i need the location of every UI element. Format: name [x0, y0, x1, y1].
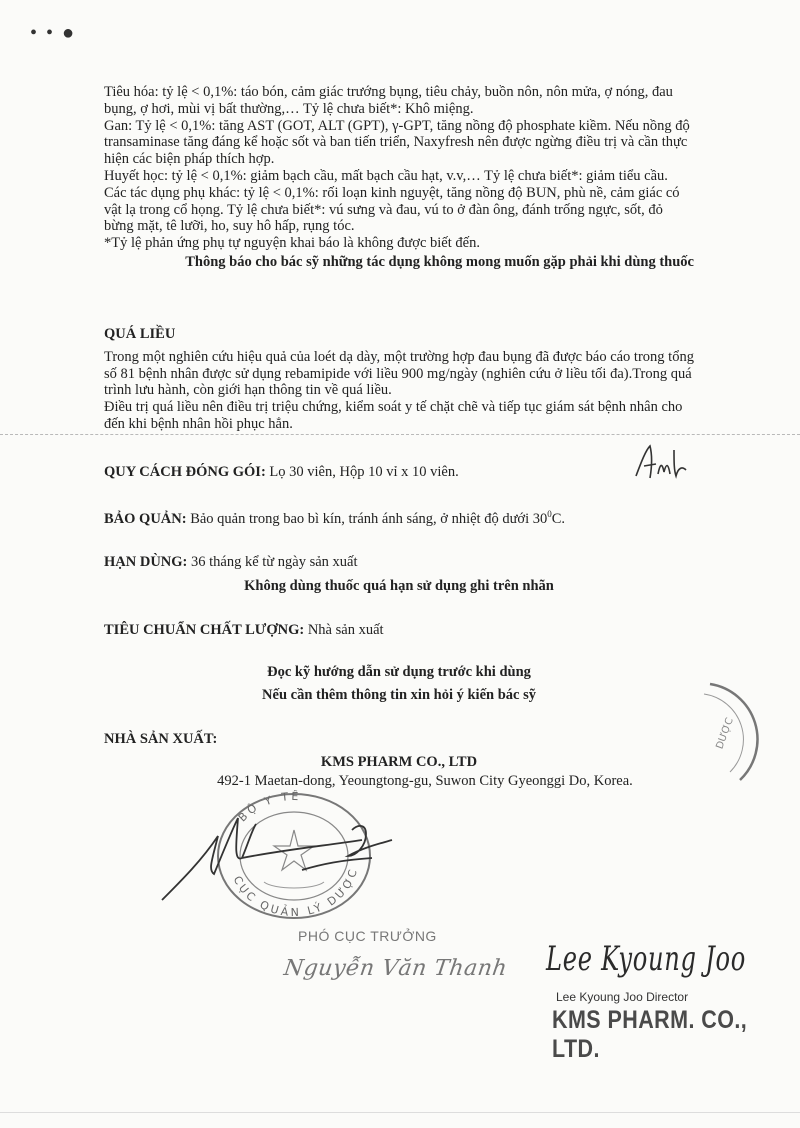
advice-line-2: Nếu cần thêm thông tin xin hỏi ý kiến bác sỹ — [262, 687, 536, 703]
seal-top-text: BỘ Y TẾ — [235, 790, 302, 825]
side-effect-blood: Huyết học: tỷ lệ < 0,1%: giảm bạch cầu, mất bạch cầu hạt, v.v,… Tỷ lệ chưa biết*: giảm tiểu cầu. — [104, 167, 668, 184]
deputy-signature — [152, 800, 412, 920]
side-effects-section — [104, 84, 694, 271]
deputy-name: Nguyễn Văn Thanh — [282, 956, 509, 981]
packaging-line — [104, 464, 694, 481]
scan-bottom-line — [0, 1112, 800, 1113]
side-effect-digestive: Tiêu hóa: tỷ lệ < 0,1%: táo bón, cảm giác trướng bụng, tiêu chảy, buồn nôn, nôn mửa, ợ nóng, đau bụng, ợ hơi, mùi vị bất thường,… Tỷ lệ chưa biết*: Khô miệng. — [104, 84, 673, 117]
expiry-line — [104, 554, 694, 571]
partial-stamp-edge — [700, 680, 760, 790]
director-signature-text: Lee Kyoung Joo — [545, 939, 746, 979]
overdose-title: QUÁ LIỀU — [104, 326, 176, 342]
quality-line — [104, 622, 694, 639]
seal-bottom-text: CỤC QUẢN LÝ DƯỢC — [230, 865, 361, 920]
advice-line-1: Đọc kỹ hướng dẫn sử dụng trước khi dùng — [267, 664, 531, 680]
scan-mark: • • ● — [30, 22, 77, 44]
overdose-paragraph-1: Trong một nghiên cứu hiệu quả của loét dạ dày, một trường hợp đau bụng đã được báo cáo trong tổng số 81 bệnh nhân được sử dụng rebamipide với liều 900 mg/ngày (nghiên cứu ở liều tối đa).Trong quá trình lưu hành, còn giới hạn thông tin về quá liều. — [104, 348, 694, 399]
side-effect-notice: Thông báo cho bác sỹ những tác dụng không mong muốn gặp phải khi dùng thuốc — [185, 253, 694, 270]
director-signature — [540, 930, 760, 992]
storage-degree: 0 — [547, 509, 552, 519]
expiry-label: HẠN DÙNG: — [104, 554, 188, 570]
side-effect-footnote: *Tỷ lệ phản ứng phụ tự nguyện khai báo là không được biết đến. — [104, 235, 480, 252]
side-effect-liver: Gan: Tỷ lệ < 0,1%: tăng AST (GOT, ALT (GPT), γ-GPT, tăng nồng độ phosphate kiềm. Nếu nồng độ transaminase tăng đáng kể hoặc sốt và ban tiến triển, Naxyfresh nên được ngừng điều trị và cần thực hiện các biện pháp thích hợp. — [104, 117, 690, 168]
deputy-title: PHÓ CỤC TRƯỞNG — [298, 928, 437, 944]
storage-line — [104, 509, 694, 528]
scan-fold-line — [0, 434, 800, 435]
storage-value: Bảo quản trong bao bì kín, tránh ánh sáng, ở nhiệt độ dưới 30 — [186, 510, 548, 527]
storage-label: BẢO QUẢN: — [104, 510, 187, 527]
director-name: Lee Kyoung Joo Director — [556, 990, 689, 1004]
quality-label: TIÊU CHUẨN CHẤT LƯỢNG: — [104, 622, 305, 638]
packaging-value: Lọ 30 viên, Hộp 10 vỉ x 10 viên. — [265, 464, 459, 480]
storage-unit: C. — [551, 510, 566, 527]
overdose-paragraph-2: Điều trị quá liều nên điều trị triệu chứng, kiểm soát y tế chặt chẽ và tiếp tục giám sát bệnh nhân cho đến khi bệnh nhân hồi phục hẳn. — [104, 399, 683, 432]
expiry-warning: Không dùng thuốc quá hạn sử dụng ghi trên nhãn — [244, 578, 554, 594]
side-effect-other: Các tác dụng phụ khác: tỷ lệ < 0,1%: rối loạn kinh nguyệt, tăng nồng độ BUN, phù nề, cảm giác có vật lạ trong cổ họng. Tỷ lệ chưa biết*: vú sưng và đau, vú to ở đàn ông, đánh trống ngực, sốt, đỏ bừng mặt, tê lưỡi, ho, suy hô hấp, rụng tóc. — [104, 184, 680, 235]
manufacturer-name: KMS PHARM CO., LTD — [320, 754, 478, 770]
quality-value: Nhà sản xuất — [304, 622, 384, 638]
expiry-value: 36 tháng kể từ ngày sản xuất — [187, 554, 358, 570]
manufacturer-address: 492-1 Maetan-dong, Yeoungtong-gu, Suwon City Gyeonggi Do, Korea. — [217, 773, 633, 789]
packaging-label: QUY CÁCH ĐÓNG GÓI: — [104, 464, 266, 480]
stamp-edge-text: DƯỢC — [714, 716, 736, 751]
company-stamp: KMS PHARM. CO., LTD. — [552, 1006, 748, 1063]
overdose-section — [104, 326, 694, 433]
manufacturer-label: NHÀ SẢN XUẤT: — [104, 731, 218, 747]
